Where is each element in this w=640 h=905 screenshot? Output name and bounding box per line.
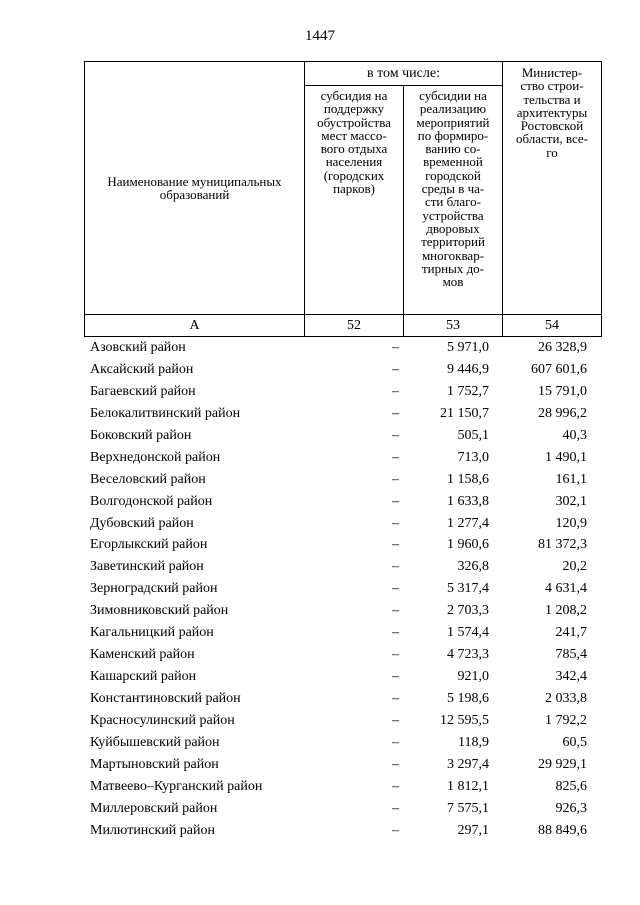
cell-col-52: – <box>392 691 399 706</box>
table-row <box>84 381 604 403</box>
cell-col-53: 1 633,8 <box>447 493 489 509</box>
cell-col-54: 926,3 <box>555 800 587 816</box>
cell-col-52: – <box>392 383 399 399</box>
cell-col-53: 5 971,0 <box>447 340 489 355</box>
municipality-name: Миллеровский район <box>90 800 218 816</box>
cell-col-53: 1 752,7 <box>447 383 489 399</box>
cell-col-52: – <box>392 822 399 838</box>
municipality-name: Константиновский район <box>90 691 241 706</box>
municipality-name: Заветинский район <box>90 559 204 575</box>
cell-col-54: 4 631,4 <box>545 581 587 597</box>
municipality-name: Зерноградский район <box>90 581 218 597</box>
cell-col-53: 2 703,3 <box>447 603 489 619</box>
table-row <box>84 469 604 491</box>
municipality-name: Азовский район <box>90 340 186 355</box>
table-row <box>84 513 604 535</box>
table-row <box>84 600 604 622</box>
table-row <box>84 710 604 732</box>
municipality-name: Егорлыкский район <box>90 537 208 553</box>
cell-col-52: – <box>392 493 399 509</box>
cell-col-54: 785,4 <box>555 647 587 663</box>
municipality-name: Куйбышевский район <box>90 734 220 750</box>
cell-col-53: 118,9 <box>458 734 489 750</box>
municipality-name: Белокалитвинский район <box>90 405 241 421</box>
table-row <box>84 622 604 644</box>
municipality-name: Кашарский район <box>90 669 197 685</box>
cell-col-54: 15 791,0 <box>538 383 587 399</box>
municipality-name: Кагальницкий район <box>90 625 214 641</box>
cell-col-54: 26 328,9 <box>538 340 587 355</box>
column-number-a: А <box>84 314 305 337</box>
table-row <box>84 337 604 359</box>
cell-col-52: – <box>392 361 399 377</box>
cell-col-52: – <box>392 712 399 728</box>
cell-col-53: 12 595,5 <box>440 712 489 728</box>
table-row <box>84 534 604 556</box>
cell-col-54: 1 490,1 <box>545 449 587 465</box>
table-row <box>84 447 604 469</box>
cell-col-54: 1 792,2 <box>545 712 587 728</box>
table-row <box>84 403 604 425</box>
table-row <box>84 776 604 798</box>
cell-col-53: 3 297,4 <box>447 756 489 772</box>
table-row <box>84 666 604 688</box>
table-row <box>84 556 604 578</box>
municipality-name: Милютинский район <box>90 822 216 838</box>
cell-col-54: 28 996,2 <box>538 405 587 421</box>
cell-col-54: 20,2 <box>562 559 587 575</box>
table-row <box>84 798 604 820</box>
cell-col-53: 5 198,6 <box>447 691 489 706</box>
cell-col-53: 713,0 <box>457 449 489 465</box>
cell-col-54: 607 601,6 <box>531 361 587 377</box>
table-row <box>84 359 604 381</box>
cell-col-53: 1 574,4 <box>447 625 489 641</box>
cell-col-53: 1 812,1 <box>447 778 489 794</box>
header-col-53: субсидии на реализацию мероприятий по формиро- ванию со- временной городской среды в ча- сти благо- устройства дворовых территорий многоквар- тирных до- мов <box>403 85 503 315</box>
header-including: в том числе: <box>304 61 503 86</box>
cell-col-53: 9 446,9 <box>447 361 489 377</box>
table-row <box>84 754 604 776</box>
column-number-52: 52 <box>304 314 404 337</box>
cell-col-54: 60,5 <box>562 734 587 750</box>
cell-col-54: 29 929,1 <box>538 756 587 772</box>
cell-col-52: – <box>392 581 399 597</box>
cell-col-53: 921,0 <box>457 669 489 685</box>
cell-col-53: 21 150,7 <box>440 405 489 421</box>
table-row <box>84 688 604 710</box>
cell-col-52: – <box>392 778 399 794</box>
cell-col-52: – <box>392 537 399 553</box>
cell-col-53: 7 575,1 <box>447 800 489 816</box>
cell-col-52: – <box>392 625 399 641</box>
cell-col-53: 4 723,3 <box>447 647 489 663</box>
cell-col-52: – <box>392 669 399 685</box>
table-row <box>84 820 604 842</box>
cell-col-52: – <box>392 647 399 663</box>
municipality-name: Матвеево–Курганский район <box>90 778 263 794</box>
table-body <box>84 337 604 842</box>
cell-col-54: 120,9 <box>555 515 587 531</box>
cell-col-54: 302,1 <box>555 493 587 509</box>
cell-col-52: – <box>392 471 399 487</box>
municipality-name: Волгодонской район <box>90 493 213 509</box>
cell-col-54: 161,1 <box>555 471 587 487</box>
cell-col-54: 1 208,2 <box>545 603 587 619</box>
municipality-name: Боковский район <box>90 427 192 443</box>
cell-col-53: 297,1 <box>457 822 489 838</box>
header-name-label: Наименование муниципальных образований <box>107 173 282 202</box>
cell-col-53: 326,8 <box>457 559 489 575</box>
municipality-name: Каменский район <box>90 647 195 663</box>
cell-col-52: – <box>392 405 399 421</box>
table-row <box>84 491 604 513</box>
municipality-name: Багаевский район <box>90 383 196 399</box>
page-number: 1447 <box>305 28 335 44</box>
cell-col-52: – <box>392 603 399 619</box>
cell-col-53: 5 317,4 <box>447 581 489 597</box>
cell-col-53: 1 960,6 <box>447 537 489 553</box>
table-header <box>84 61 602 337</box>
municipality-name: Дубовский район <box>90 515 194 531</box>
table-row <box>84 732 604 754</box>
cell-col-54: 88 849,6 <box>538 822 587 838</box>
cell-col-52: – <box>392 515 399 531</box>
cell-col-54: 825,6 <box>555 778 587 794</box>
cell-col-53: 505,1 <box>457 427 489 443</box>
table-row <box>84 644 604 666</box>
cell-col-54: 342,4 <box>555 669 587 685</box>
municipality-name: Аксайский район <box>90 361 194 377</box>
cell-col-53: 1 277,4 <box>447 515 489 531</box>
municipality-name: Зимовниковский район <box>90 603 229 619</box>
municipality-name: Верхнедонской район <box>90 449 221 465</box>
cell-col-54: 2 033,8 <box>545 691 587 706</box>
column-number-54: 54 <box>502 314 602 337</box>
cell-col-52: – <box>392 756 399 772</box>
table-row <box>84 425 604 447</box>
cell-col-54: 241,7 <box>555 625 587 641</box>
cell-col-52: – <box>392 800 399 816</box>
cell-col-52: – <box>392 449 399 465</box>
municipality-name: Мартыновский район <box>90 756 219 772</box>
column-number-53: 53 <box>403 314 503 337</box>
municipality-name: Красносулинский район <box>90 712 235 728</box>
cell-col-54: 81 372,3 <box>538 537 587 553</box>
header-col-54: Министер- ство строи- тельства и архитектуры Ростовской области, все- го <box>502 61 602 315</box>
table-row <box>84 578 604 600</box>
cell-col-52: – <box>392 734 399 750</box>
header-name-column <box>84 61 305 315</box>
cell-col-52: – <box>392 340 399 355</box>
municipality-name: Веселовский район <box>90 471 206 487</box>
header-col-52: субсидия на поддержку обустройства мест массо- вого отдыха населения (городских парков) <box>304 85 404 315</box>
cell-col-54: 40,3 <box>562 427 587 443</box>
cell-col-53: 1 158,6 <box>447 471 489 487</box>
cell-col-52: – <box>392 427 399 443</box>
cell-col-52: – <box>392 559 399 575</box>
